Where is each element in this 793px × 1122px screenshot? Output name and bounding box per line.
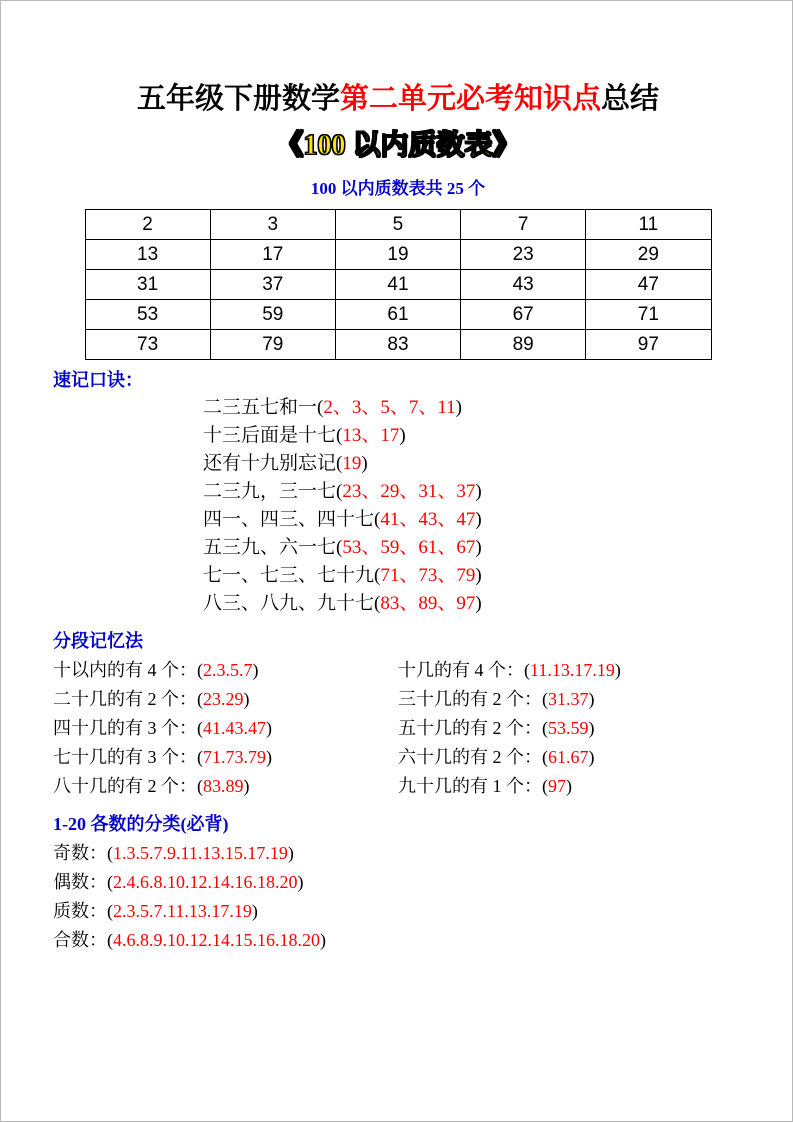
prime-cell: 2 (85, 210, 210, 240)
mnemonic-text: 四一、四三、四十七( (203, 509, 381, 530)
classification-label: 偶数：( (53, 872, 113, 892)
mnemonic-text: 二三九，三一七( (203, 481, 343, 502)
segment-numbers: 23.29 (203, 689, 244, 709)
list-item (203, 478, 743, 506)
classification-label: 奇数：( (53, 843, 113, 863)
segment-numbers: 61.67 (548, 747, 589, 767)
prime-cell: 37 (210, 270, 335, 300)
mnemonic-text: 五三九、六一七( (203, 537, 343, 558)
segment-numbers: 41.43.47 (203, 718, 266, 738)
segment-close: ) (252, 660, 259, 680)
page-subtitle: 《100 以内质数表》 (275, 130, 521, 161)
segment-cell-left (53, 656, 398, 685)
segmented-memory-table (53, 656, 743, 801)
list-item (53, 897, 743, 926)
prime-cell: 47 (586, 270, 711, 300)
prime-cell: 41 (335, 270, 460, 300)
segment-label: 十几的有 4 个：( (398, 660, 530, 680)
mnemonic-numbers: 41、43、47 (380, 509, 476, 530)
prime-cell: 3 (210, 210, 335, 240)
prime-cell: 23 (461, 240, 586, 270)
prime-cell: 71 (586, 300, 711, 330)
mnemonic-text: 十三后面是十七( (203, 425, 343, 446)
table-row (53, 714, 743, 743)
classification-numbers: 2.3.5.7.11.13.17.19 (113, 901, 252, 921)
table-row (85, 330, 711, 360)
title-part-1: 五年级下册数学 (136, 83, 340, 115)
prime-cell: 89 (461, 330, 586, 360)
classification-close: ) (251, 901, 258, 921)
mnemonic-close: ) (475, 509, 482, 530)
mnemonic-close: ) (475, 593, 482, 614)
mnemonic-numbers: 83、89、97 (380, 593, 476, 614)
classification-heading: 1-20 各数的分类(必背) (53, 814, 229, 834)
prime-cell: 97 (586, 330, 711, 360)
mnemonic-text: 二三五七和一( (203, 397, 324, 418)
prime-cell: 5 (335, 210, 460, 240)
mnemonic-numbers: 2、3、5、7、11 (323, 397, 456, 418)
classification-numbers: 1.3.5.7.9.11.13.15.17.19 (113, 843, 288, 863)
list-item (53, 926, 743, 955)
list-item (203, 422, 743, 450)
prime-cell: 29 (586, 240, 711, 270)
table-row (53, 685, 743, 714)
mnemonic-text: 还有十九别忘记( (203, 453, 343, 474)
prime-cell: 83 (335, 330, 460, 360)
prime-cell: 11 (586, 210, 711, 240)
mnemonic-numbers: 13、17 (342, 425, 400, 446)
mnemonic-heading: 速记口诀： (53, 370, 143, 390)
segment-numbers: 97 (548, 776, 566, 796)
segment-close: ) (266, 718, 272, 738)
segment-numbers: 11.13.17.19 (530, 660, 615, 680)
mnemonic-text: 七一、七三、七十九( (203, 565, 381, 586)
classification-numbers: 4.6.8.9.10.12.14.15.16.18.20 (113, 930, 320, 950)
classification-numbers: 2.4.6.8.10.12.14.16.18.20 (113, 872, 298, 892)
prime-cell: 79 (210, 330, 335, 360)
mnemonic-close: ) (455, 397, 462, 418)
segment-numbers: 31.37 (548, 689, 589, 709)
prime-cell: 43 (461, 270, 586, 300)
segment-close: ) (243, 689, 250, 709)
segment-cell-left (53, 743, 398, 772)
prime-cell: 73 (85, 330, 210, 360)
prime-cell: 19 (335, 240, 460, 270)
title-part-3: 总结 (601, 83, 660, 115)
mnemonic-numbers: 19 (342, 453, 362, 474)
title-part-2: 第二单元必考知识点 (339, 83, 601, 115)
mnemonic-close: ) (475, 481, 482, 502)
segment-close: ) (588, 689, 595, 709)
segment-label: 七十几的有 3 个：( (53, 747, 203, 767)
mnemonic-close: ) (361, 453, 368, 474)
list-item (203, 562, 743, 590)
segment-numbers: 71.73.79 (203, 747, 266, 767)
segment-cell-left (53, 772, 398, 801)
segment-cell-left (53, 685, 398, 714)
list-item (203, 450, 743, 478)
segment-label: 九十几的有 1 个：( (398, 776, 548, 796)
page-title (53, 79, 743, 119)
classification-close: ) (320, 930, 326, 950)
segment-label: 五十几的有 2 个：( (398, 718, 548, 738)
classification-label: 合数：( (53, 930, 113, 950)
table-row (53, 743, 743, 772)
prime-cell: 67 (461, 300, 586, 330)
segmented-memory-heading: 分段记忆法 (53, 631, 143, 651)
list-item (53, 839, 743, 868)
mnemonic-close: ) (475, 537, 482, 558)
prime-cell: 61 (335, 300, 460, 330)
prime-cell: 13 (85, 240, 210, 270)
segment-numbers: 53.59 (548, 718, 589, 738)
mnemonic-close: ) (475, 565, 482, 586)
segment-close: ) (614, 660, 621, 680)
mnemonic-numbers: 53、59、61、67 (342, 537, 476, 558)
document-content (53, 79, 743, 955)
segment-close: ) (588, 718, 595, 738)
prime-cell: 31 (85, 270, 210, 300)
segment-cell-right (398, 743, 743, 772)
segment-numbers: 83.89 (203, 776, 244, 796)
segment-label: 十以内的有 4 个：( (53, 660, 203, 680)
segment-label: 四十几的有 3 个：( (53, 718, 203, 738)
mnemonic-numbers: 71、73、79 (380, 565, 476, 586)
segment-cell-right (398, 656, 743, 685)
segment-cell-right (398, 772, 743, 801)
prime-cell: 17 (210, 240, 335, 270)
list-item (203, 534, 743, 562)
classification-close: ) (287, 843, 294, 863)
segment-label: 八十几的有 2 个：( (53, 776, 203, 796)
prime-count-label: 100 以内质数表共 25 个 (310, 179, 486, 198)
segment-cell-right (398, 685, 743, 714)
classification-label: 质数：( (53, 901, 113, 921)
segment-label: 二十几的有 2 个：( (53, 689, 203, 709)
mnemonic-list (53, 394, 743, 618)
segment-cell-left (53, 714, 398, 743)
prime-cell: 59 (210, 300, 335, 330)
list-item (203, 394, 743, 422)
table-row (85, 240, 711, 270)
prime-cell: 7 (461, 210, 586, 240)
segment-label: 三十几的有 2 个：( (398, 689, 548, 709)
table-row (85, 270, 711, 300)
segment-close: ) (588, 747, 595, 767)
segment-label: 六十几的有 2 个：( (398, 747, 548, 767)
table-row (53, 772, 743, 801)
mnemonic-text: 八三、八九、九十七( (203, 593, 381, 614)
segment-close: ) (266, 747, 272, 767)
segment-numbers: 2.3.5.7 (203, 660, 253, 680)
list-item (203, 506, 743, 534)
segment-close: ) (243, 776, 250, 796)
mnemonic-numbers: 23、29、31、37 (342, 481, 476, 502)
table-row (85, 210, 711, 240)
mnemonic-close: ) (399, 425, 406, 446)
segment-cell-right (398, 714, 743, 743)
list-item (203, 590, 743, 618)
classification-close: ) (297, 872, 304, 892)
list-item (53, 868, 743, 897)
table-row (85, 300, 711, 330)
prime-number-table (85, 209, 712, 360)
segment-close: ) (566, 776, 572, 796)
prime-cell: 53 (85, 300, 210, 330)
table-row (53, 656, 743, 685)
